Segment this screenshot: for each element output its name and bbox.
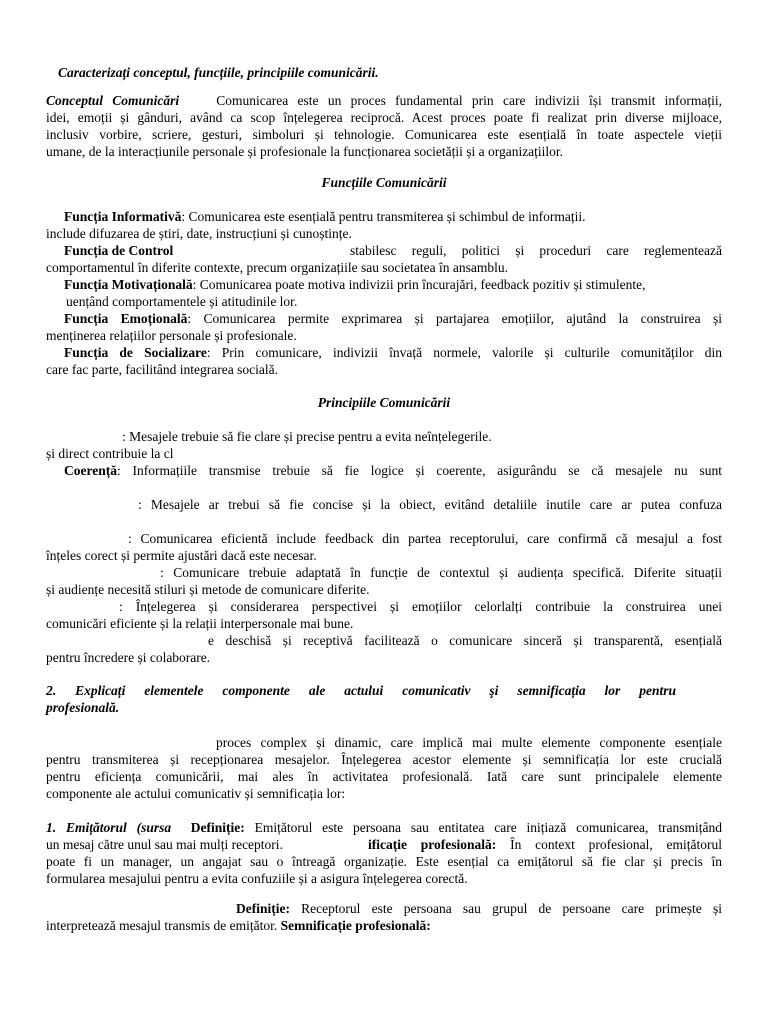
receiver-line-2 (46, 917, 431, 934)
emitter-definition-label: Definiție: (190, 820, 245, 835)
principle-coherence-label: Coerență (64, 463, 117, 478)
function-informative-label: Funcția Informativă (64, 209, 182, 224)
emitter-line-4: formularea mesajului pentru a evita confuziile și a asigura înțelegerea corectă. (46, 871, 468, 886)
function-emotional-line-2: menținerea relațiilor personale și profesionale. (46, 328, 297, 343)
emitter-line-3: poate fi un manager, un angajat sau o întreagă organizație. Este esențial ca emițătorul să fie clar și precis în (46, 854, 722, 869)
emitter-line-1 (46, 819, 722, 836)
concept-heading: Conceptul Comunicări (46, 93, 180, 108)
concept-line-3: inclusiv vorbire, scriere, gesturi, simboluri și tehnologie. Comunicarea este esențială în toate aspectele vieții (46, 127, 722, 142)
function-socialization (64, 344, 722, 361)
intro-line-1: proces complex și dinamic, care implică mai multe elemente componente esențiale (216, 735, 722, 750)
receiver-line-1 (236, 900, 722, 917)
principle-feedback: : Comunicarea eficientă include feedback din partea receptorului, care confirmă că mesajul a fost (128, 531, 722, 546)
principle-coherence (64, 462, 722, 479)
principle-adaptation: : Comunicare trebuie adaptată în funcție de contextul și audiența specifică. Diferite situații (160, 565, 722, 580)
function-socialization-line-2: care fac parte, facilitând integrarea socială. (46, 362, 278, 377)
receiver-line-2-text: interpretează mesajul transmis de emițător. (46, 918, 281, 933)
function-control-label: Funcția de Control (64, 243, 174, 258)
intro-line-3: pentru eficiența comunicării, mai ales în activitatea profesională. Iată care sunt principalele elemente (46, 769, 722, 784)
principle-clarity-line-2: și direct contribuie la cl (46, 446, 174, 461)
principle-openness: e deschisă și receptivă facilitează o comunicare sinceră și transparentă, esențială (208, 633, 722, 648)
receiver-definition-label: Definiție: (236, 901, 290, 916)
receiver-definition-text: Receptorul este persoana sau grupul de persoane care primește și (289, 901, 722, 916)
function-socialization-text: : Prin comunicare, indivizii învață normele, valorile și culturile comunităților din (206, 345, 722, 360)
function-emotional-text: : Comunicarea permite exprimarea și partajarea emoțiilor, ajutând la construirea și (187, 311, 722, 326)
function-motivational (64, 276, 646, 293)
functions-heading: Funcțiile Comunicării (321, 175, 447, 190)
concept-line-1 (46, 92, 722, 109)
emitter-significance-label: ificație profesională: (368, 837, 497, 852)
question-1-title: Caracterizați conceptul, funcțiile, principiile comunicării. (58, 65, 379, 80)
principle-clarity: : Mesajele trebuie să fie clare și precise pentru a evita neînțelegerile. (122, 429, 492, 444)
function-informative-line-2: include difuzarea de știri, date, instrucțiuni și cunoștințe. (46, 226, 352, 241)
principle-empathy-line-2: comunicări eficiente și la relații interpersonale mai bune. (46, 616, 354, 631)
question-2-title-line-2: profesională. (46, 700, 120, 715)
intro-line-2: pentru transmiterea și recepționarea mesajelor. Înțelegerea acestor elemente și semnificația lor este crucială (46, 752, 722, 767)
principle-feedback-line-2: înțeles corect și permite ajustări dacă este necesar. (46, 548, 317, 563)
principle-concision: : Mesajele ar trebui să fie concise și la obiect, evitând detaliile inutile care ar putea confuza (138, 497, 722, 512)
concept-line-2: idei, emoții și gânduri, având ca scop înțelegerea reciprocă. Acest proces poate fi realizat prin diverse mijloace, (46, 110, 722, 125)
function-control-text: stabilesc reguli, politici și proceduri care reglementează (350, 243, 722, 258)
emitter-significance (368, 836, 722, 853)
question-2-title: 2. Explicați elementele componente ale actului comunicativ şi semnificația lor pentru (46, 683, 676, 698)
concept-line-4: umane, de la interacțiunile personale și profesionale la funcționarea societății și a organizațiilor. (46, 144, 564, 159)
emitter-line-2-start: un mesaj către unul sau mai mulți receptori. (46, 837, 283, 852)
function-motivational-text: : Comunicarea poate motiva indivizii prin încurajări, feedback pozitiv și stimulente, (192, 277, 646, 292)
function-motivational-label: Funcția Motivațională (64, 277, 193, 292)
function-informative-text: : Comunicarea este esențială pentru transmiterea și schimbul de informații. (181, 209, 586, 224)
intro-line-4: componente ale actului comunicativ și semnificația lor: (46, 786, 346, 801)
function-emotional (64, 310, 722, 327)
principle-adaptation-line-2: și audiențe necesită stiluri și metode de comunicare diferite. (46, 582, 370, 597)
concept-text: Comunicarea este un proces fundamental prin care indivizii își transmit informații, (216, 93, 722, 108)
emitter-definition-text: Emițătorul este persoana sau entitatea care inițiază comunicarea, transmițând (244, 820, 723, 835)
emitter-heading: 1. Emițătorul (sursa (46, 820, 172, 835)
function-control-line-2: comportamentul în diferite contexte, precum organizațiile sau societatea în ansamblu. (46, 260, 508, 275)
function-motivational-line-2: uențând comportamentele și atitudinile lor. (66, 294, 298, 309)
emitter-significance-text: În context profesional, emițătorul (496, 837, 723, 852)
function-informative (64, 208, 586, 225)
function-emotional-label: Funcția Emoțională (64, 311, 188, 326)
principle-coherence-text: : Informațiile transmise trebuie să fie logice și coerente, asigurându se că mesajele nu sunt (117, 463, 722, 478)
principles-heading: Principiile Comunicării (317, 395, 451, 410)
receiver-significance-label: Semnificație profesională: (280, 918, 431, 933)
principle-openness-line-2: pentru încredere și colaborare. (46, 650, 211, 665)
principle-empathy: : Înțelegerea și considerarea perspectivei și emoțiilor celorlalți contribuie la construirea unei (119, 599, 722, 614)
function-socialization-label: Funcția de Socializare (64, 345, 207, 360)
